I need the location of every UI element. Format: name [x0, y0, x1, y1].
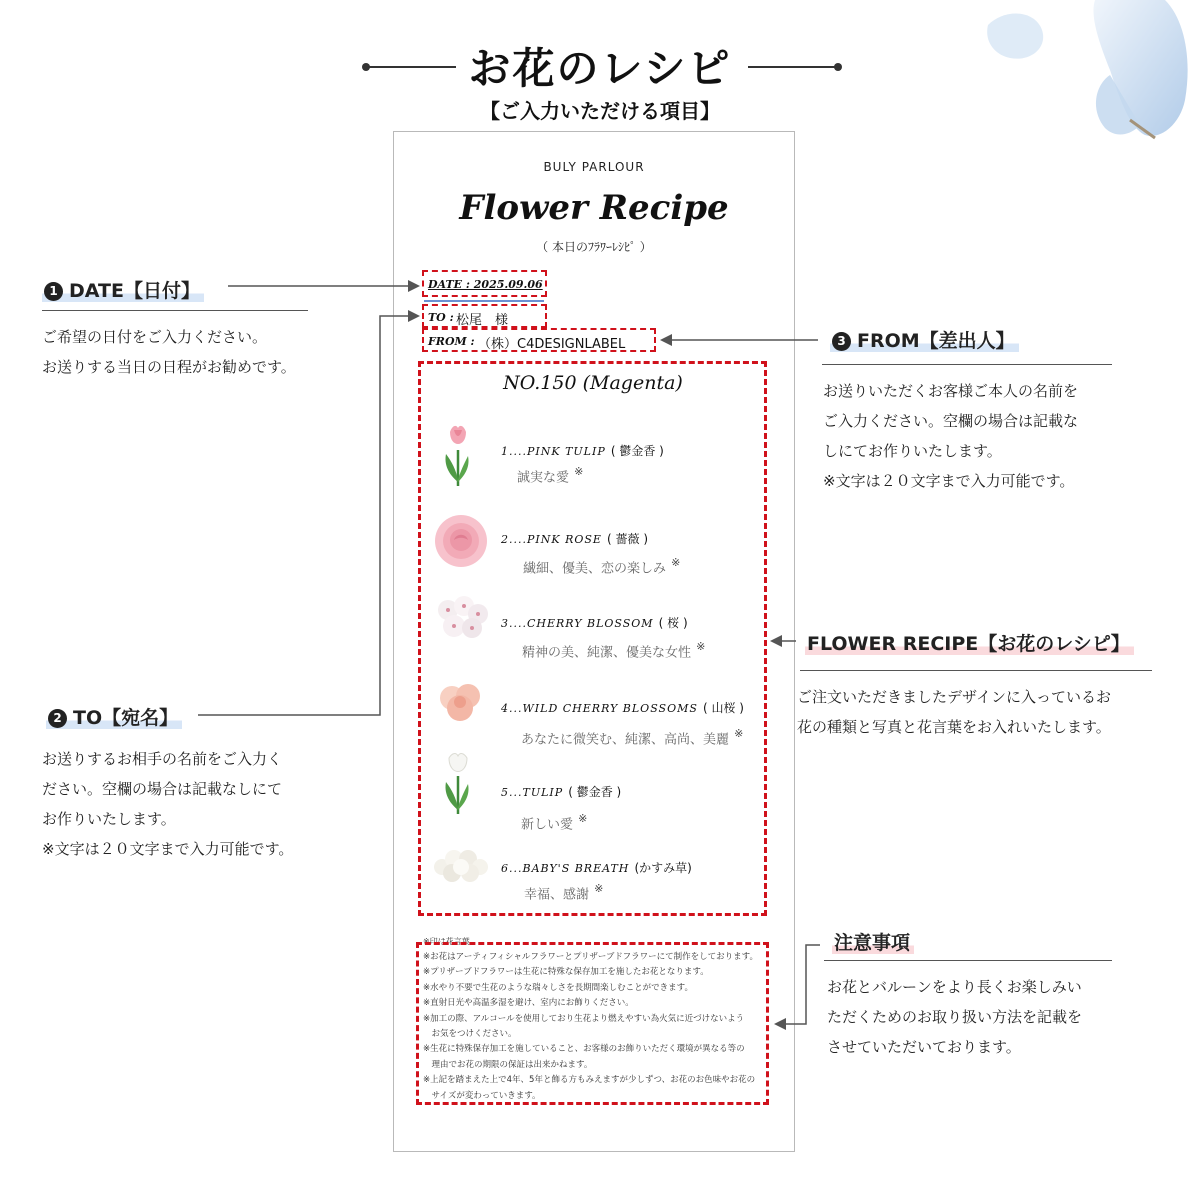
date-annotation-heading [42, 276, 204, 303]
note-line: ※水やり不要で生花のような瑞々しさを長期間楽しむことができます。 [423, 982, 693, 993]
flower-6-name: 6...BABY'S BREATH [501, 862, 630, 875]
from-annotation-text [823, 376, 1078, 496]
card-subtitle: （ 本日のﾌﾗﾜｰﾚｼﾋﾟ ） [536, 240, 652, 254]
flower-4-mark: ※ [734, 727, 744, 740]
annotation-line: ご希望の日付をご入力ください。 [42, 328, 268, 346]
flower-3-name: 3....CHERRY BLOSSOM [501, 617, 654, 630]
to-value: 松尾 様 [456, 313, 509, 328]
note-line: ※加工の際、アルコールを使用しており生花より燃えやすい為火気に近づけないよう [423, 1013, 745, 1024]
note-line: ※直射日光や高温多湿を避け、室内にお飾りください。 [423, 998, 634, 1009]
date-annotation-text [42, 322, 296, 382]
recipe-number: NO.150 (Magenta) [503, 372, 683, 394]
annotation-line: お送りいただくお客様ご本人の名前を [823, 382, 1079, 400]
flower-4-meaning: あなたに微笑む、純潔、高尚、美麗 [521, 732, 730, 748]
page-title: お花のレシピ [468, 44, 732, 93]
to-annotation-heading [46, 703, 182, 730]
notice-annotation-heading [832, 928, 914, 955]
to-annotation-text [42, 744, 293, 864]
annotation-line: お花とバルーンをより長くお楽しみい [827, 978, 1082, 996]
flower-5-meaning: 新しい愛 [521, 817, 574, 833]
annotation-line: ご注文いただきましたデザインに入っているお [797, 688, 1111, 706]
flower-5-mark: ※ [578, 812, 588, 825]
flower-1-name: 1....PINK TULIP [501, 445, 606, 458]
recipe-annotation-text [797, 682, 1111, 742]
card-brand: BULY PARLOUR [543, 160, 645, 174]
flower-6-mark: ※ [594, 882, 604, 895]
page-subtitle: 【ご入力いただける項目】 [480, 99, 720, 123]
flower-3-jp: ( 桜 ) [658, 616, 688, 630]
note-line: 理由でお花の期限の保証は出来かねます。 [423, 1059, 593, 1070]
recipe-annotation-heading [805, 629, 1134, 656]
from-value: （株）C4DESIGNLABEL [478, 337, 626, 352]
from-label: FROM : [428, 335, 475, 348]
notes-heading: ※印は花言葉 [423, 937, 470, 946]
card-title: Flower Recipe [459, 188, 729, 228]
annotation-line: お作りいたします。 [42, 810, 176, 828]
to-label: TO : [428, 311, 454, 324]
annotation-line: お送りするお相手の名前をご入力く [42, 750, 283, 768]
flower-2-name: 2....PINK ROSE [501, 533, 602, 546]
note-line: お気をつけください。 [423, 1029, 517, 1040]
flower-6-jp: (かすみ草) [634, 861, 692, 875]
annotation-line: ※文字は２０文字まで入力可能です。 [42, 840, 294, 858]
note-line: ※プリザーブドフラワーは生花に特殊な保存加工を施したお花となります。 [423, 967, 709, 978]
from-annotation-title: FROM【差出人】 [857, 330, 1015, 352]
number-2-icon: 2 [48, 709, 67, 728]
from-annotation-heading [830, 326, 1019, 353]
flower-2-meaning: 繊細、優美、恋の楽しみ [523, 561, 667, 577]
flower-2-jp: ( 薔薇 ) [607, 532, 649, 546]
date-annotation-title: DATE【日付】 [69, 280, 200, 302]
flower-1-mark: ※ [574, 465, 584, 478]
recipe-annotation-title: FLOWER RECIPE【お花のレシピ】 [805, 633, 1134, 655]
flower-4-name: 4...WILD CHERRY BLOSSOMS [501, 702, 698, 715]
recipe-annotation-underline [800, 670, 1152, 671]
notice-annotation-text [827, 972, 1082, 1062]
note-line: ※お花はアーティフィシャルフラワーとプリザーブドフラワーにて制作をしております。 [423, 952, 758, 962]
flower-1-meaning: 誠実な愛 [517, 470, 570, 486]
flower-3-meaning: 精神の美、純潔、優美な女性 [522, 645, 692, 661]
flower-5-jp: ( 鬱金香 ) [568, 785, 622, 799]
flower-4-jp: ( 山桜 ) [702, 701, 744, 715]
number-3-icon: 3 [832, 332, 851, 351]
notice-annotation-underline [824, 960, 1112, 961]
annotation-line: ご入力ください。空欄の場合は記載な [823, 412, 1079, 430]
note-line: ※上記を踏まえた上で4年、5年と飾る方もみえますが少しずつ、お花のお色味やお花の [423, 1075, 756, 1086]
notice-annotation-title: 注意事項 [832, 932, 914, 954]
flower-6-meaning: 幸福、感謝 [524, 887, 590, 903]
flower-1-jp: ( 鬱金香 ) [610, 444, 664, 458]
flower-5-name: 5...TULIP [501, 786, 564, 799]
from-annotation-underline [822, 364, 1112, 365]
annotation-line: お送りする当日の日程がお勧めです。 [42, 358, 296, 376]
to-annotation-title: TO【宛名】 [73, 707, 179, 729]
number-1-icon: 1 [44, 282, 63, 301]
note-line: サイズが変わっていきます。 [423, 1090, 541, 1101]
annotation-line: させていただいております。 [827, 1038, 1021, 1056]
annotation-line: しにてお作りいたします。 [823, 442, 1002, 460]
annotation-line: ただくためのお取り扱い方法を記載を [827, 1008, 1083, 1026]
date-field: DATE : 2025.09.06 [428, 278, 543, 291]
flower-2-mark: ※ [671, 556, 681, 569]
annotation-line: ※文字は２０文字まで入力可能です。 [823, 472, 1075, 490]
flower-3-mark: ※ [696, 640, 706, 653]
annotation-line: ださい。空欄の場合は記載なしにて [42, 780, 283, 798]
note-line: ※生花に特殊保存加工を施していること、お客様のお飾りいただく環境が異なる等の [423, 1044, 745, 1055]
date-annotation-underline [42, 310, 308, 311]
annotation-line: 花の種類と写真と花言葉をお入れいたします。 [797, 718, 1111, 736]
